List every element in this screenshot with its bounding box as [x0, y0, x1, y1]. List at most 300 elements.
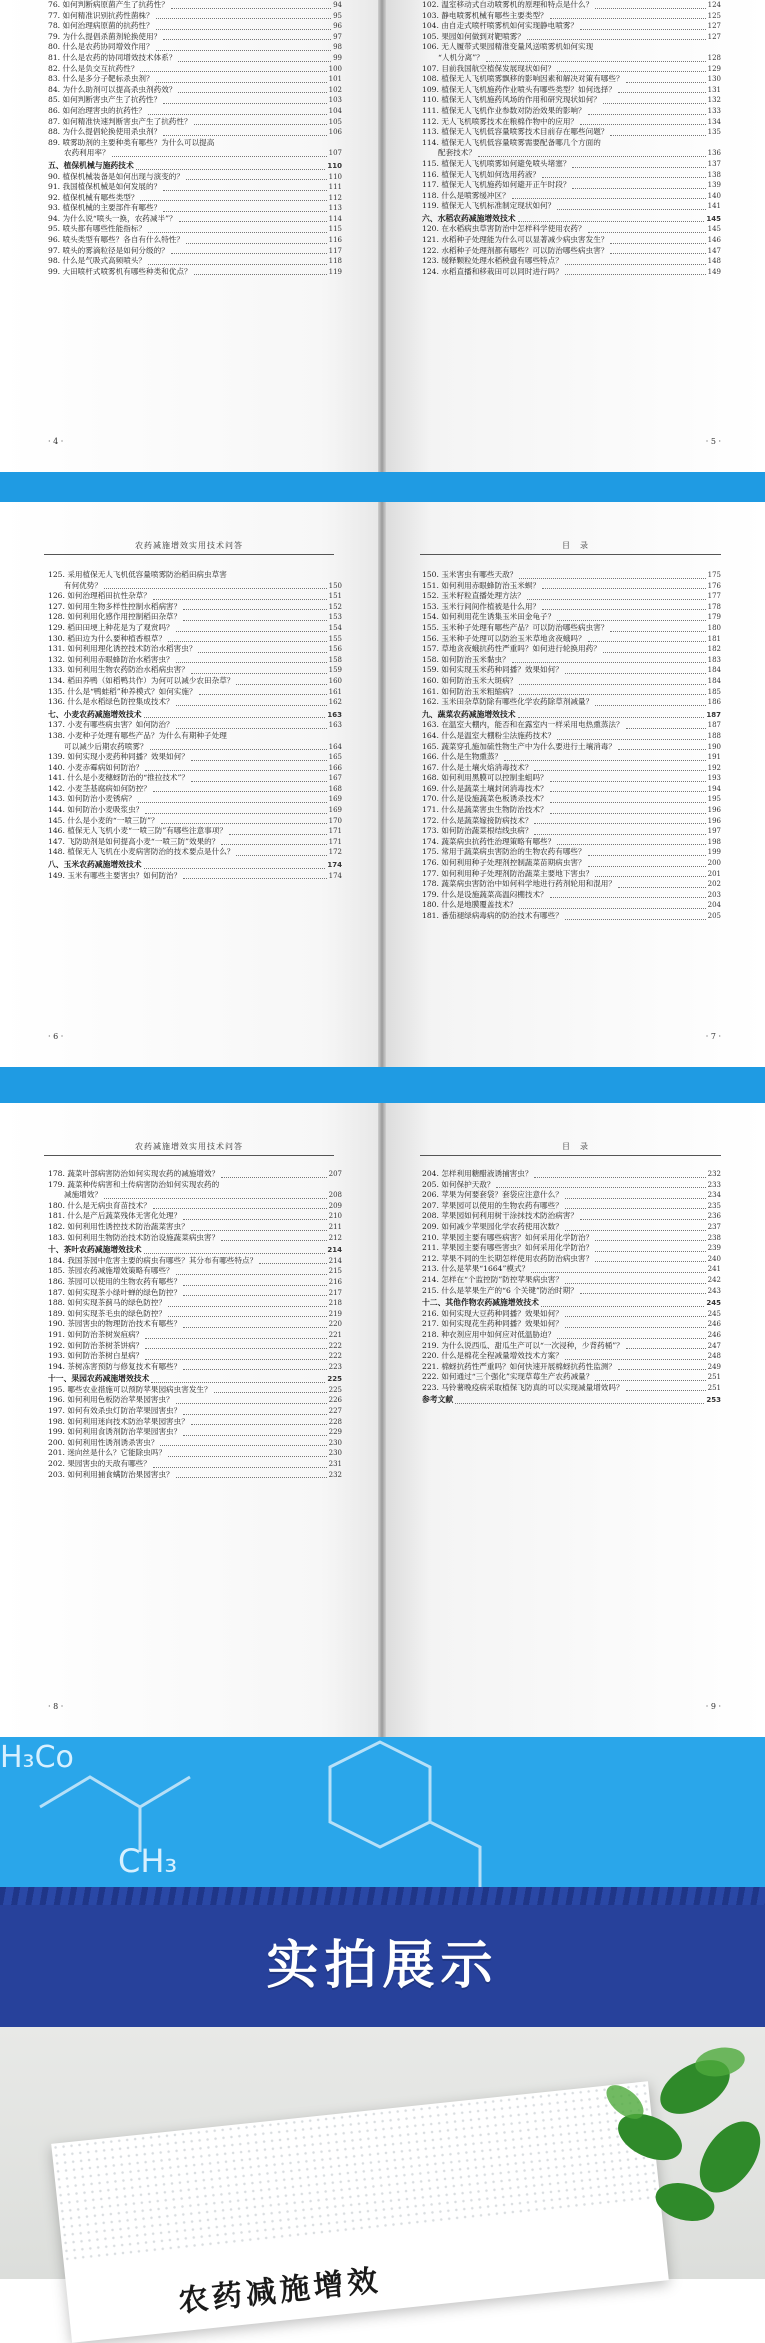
left-page — [0, 1103, 378, 1737]
toc-page-number: 136 — [707, 149, 721, 158]
toc-entry — [48, 1190, 342, 1201]
toc-entry — [422, 1233, 721, 1244]
toc-entry-title: 77. 如何精准识别抗药性菌株？ — [48, 10, 154, 20]
toc-entry-title: 118. 什么是喷雾缓冲区？ — [422, 190, 510, 200]
toc-entry-title: 173. 如何防治蔬菜根结线虫病？ — [422, 826, 533, 836]
toc-entry — [422, 773, 721, 784]
running-head: 目 录 — [562, 541, 589, 550]
leader-dots — [603, 103, 706, 104]
toc-entry-title: 82. 什么是负交互抗药性？ — [48, 63, 139, 73]
toc-entry — [422, 731, 721, 742]
toc-entry-title: 88. 为什么提倡轮换使用杀虫剂？ — [48, 127, 162, 137]
toc-entry-title: 123. 缓释颗粒处理水稻秧盘有哪些特点？ — [422, 256, 563, 266]
left-page — [0, 0, 378, 472]
toc-entry-title: 八、玉米农药减施增效技术 — [48, 860, 142, 870]
toc-entry — [48, 203, 342, 214]
leader-dots — [550, 781, 706, 782]
toc-entry-title: 106. 无人履带式果园精准变量风送喷雾机如何实现 — [422, 42, 594, 52]
leader-dots — [626, 82, 706, 83]
toc-page-number: 200 — [707, 859, 721, 868]
toc-page-number: 187 — [707, 721, 721, 730]
leader-dots — [565, 1208, 706, 1209]
toc-section-heading — [48, 1245, 342, 1256]
toc-entry-title: 参考文献 — [422, 1395, 454, 1405]
toc-entry-title: 207. 苹果园可以使用的生物农药有哪些？ — [422, 1200, 563, 1210]
leader-dots — [163, 39, 331, 40]
toc-entry-title: 153. 玉米行间间作植被是什么用？ — [422, 601, 541, 611]
leader-dots — [557, 1338, 705, 1339]
toc-entry — [48, 1319, 342, 1330]
toc-entry — [422, 570, 721, 581]
toc-page-number: 222 — [328, 1352, 342, 1361]
toc-page-number: 165 — [328, 753, 342, 762]
toc-section-heading — [422, 214, 721, 225]
toc-page-number: 128 — [707, 53, 721, 62]
toc-page-number: 135 — [707, 128, 721, 137]
toc-page-number: 216 — [328, 1277, 342, 1286]
toc-list — [48, 570, 342, 881]
leader-dots — [221, 844, 326, 845]
toc-entry-title: 99. 大田喷杆式喷雾机有哪些种类和优点？ — [48, 266, 192, 276]
leader-dots — [236, 684, 326, 685]
toc-entry — [48, 148, 342, 159]
toc-page-number: 228 — [328, 1417, 342, 1426]
leader-dots — [572, 167, 705, 168]
toc-page-number: 111 — [328, 183, 342, 192]
toc-page-number: 207 — [328, 1170, 342, 1178]
toc-page-number: 248 — [707, 1352, 721, 1361]
running-head: 农药减施增效实用技术问答 — [135, 541, 243, 550]
toc-entry-title: 183. 如何利用生物防治技术防治设施蔬菜病虫害？ — [48, 1232, 220, 1242]
toc-entry — [422, 256, 721, 267]
toc-entry — [48, 1385, 342, 1396]
toc-page-number: 240 — [707, 1254, 721, 1263]
toc-entry — [48, 193, 342, 204]
leader-dots — [214, 1392, 327, 1393]
toc-page-number: 249 — [707, 1362, 721, 1371]
leader-dots — [183, 609, 326, 610]
toc-entry — [48, 42, 342, 53]
toc-entry — [422, 869, 721, 880]
toc-entry — [48, 64, 342, 75]
toc-entry-title: 115. 植保无人飞机喷雾如何避免喷头堵塞？ — [422, 158, 571, 168]
toc-page-number: 190 — [707, 742, 721, 751]
toc-page-number: 230 — [328, 1438, 342, 1447]
toc-entry — [422, 847, 721, 858]
toc-page-number: 171 — [328, 827, 342, 836]
toc-entry — [422, 837, 721, 848]
toc-entry-title: 150. 玉米害虫有哪些天敌？ — [422, 570, 518, 579]
toc-entry-title: 217. 如何实现花生药种同播？效果如何？ — [422, 1319, 563, 1329]
toc-page-number: 153 — [328, 613, 342, 622]
toc-page-number: 187 — [706, 710, 721, 719]
toc-entry-title: 110. 植保无人飞机施药风场的作用和研究现状如何？ — [422, 95, 601, 105]
toc-page-number: 245 — [707, 1309, 721, 1318]
toc-page-number: 196 — [707, 806, 721, 815]
toc-page-number: 160 — [328, 676, 342, 685]
leader-dots — [550, 791, 706, 792]
toc-entry — [422, 1201, 721, 1212]
toc-page-number: 221 — [328, 1330, 342, 1339]
toc-entry-title: 89. 喷雾助剂的主要种类有哪些？为什么可以提高 — [48, 137, 215, 147]
leader-dots — [148, 114, 327, 115]
leader-dots — [176, 631, 327, 632]
toc-entry-title: 155. 玉米种子处理有哪些产品？可以防治哪些病虫害？ — [422, 622, 609, 632]
toc-entry-title: 166. 什么是生物熏蒸？ — [422, 752, 503, 762]
toc-entry-title: 92. 植保机械有哪些类型？ — [48, 192, 139, 202]
toc-entry-title: 189. 如何实现茶毛虫的绿色防控？ — [48, 1308, 167, 1318]
toc-page-number: 124 — [707, 1, 721, 9]
header-rule — [420, 1155, 721, 1156]
right-page — [386, 1103, 765, 1737]
toc-entry-title: 87. 如何精准快速判断害虫产生了抗药性？ — [48, 116, 192, 126]
toc-entry-title: 163. 在温室大棚内，能否和在露室内一样采用电热熏蒸法？ — [422, 720, 624, 730]
leader-dots — [168, 1456, 327, 1457]
toc-entry-title: 九、蔬菜农药减施增效技术 — [422, 709, 516, 719]
leader-dots — [168, 1316, 327, 1317]
toc-entry — [48, 95, 342, 106]
toc-page-number: 241 — [707, 1265, 721, 1274]
toc-entry — [48, 21, 342, 32]
toc-entry-title: 103. 静电喷雾机械有哪些主要类型？ — [422, 10, 548, 20]
toc-entry — [422, 1211, 721, 1222]
toc-entry-title: 213. 什么是苹果“1664”模式？ — [422, 1264, 530, 1274]
toc-page-number: 150 — [328, 581, 342, 590]
toc-entry-title: 161. 如何防治玉米粗缩病？ — [422, 686, 518, 696]
toc-entry — [48, 784, 342, 795]
toc-entry-title: 222. 如何通过“三个强化”实现草莓生产农药减量？ — [422, 1372, 594, 1382]
toc-page-number: 251 — [707, 1373, 721, 1382]
toc-entry — [48, 612, 342, 623]
toc-page-number: 232 — [328, 1470, 342, 1479]
toc-entry-title: 156. 玉米种子处理可以防治玉米草地贪夜蛾吗？ — [422, 633, 586, 643]
toc-entry — [48, 731, 342, 742]
toc-entry-title: 178. 蔬菜叶部病害防治如何实现农药的减施增效？ — [48, 1169, 220, 1178]
toc-entry-title: 128. 如何利用化感作用控制稻田杂草？ — [48, 612, 182, 622]
leader-dots — [572, 188, 705, 189]
leader-dots — [153, 1467, 327, 1468]
toc-entry-title: 112. 无人飞机喷雾技术在粮棉作物中的应用？ — [422, 116, 579, 126]
toc-entry — [48, 1201, 342, 1212]
toc-page-number: 156 — [328, 645, 342, 654]
toc-entry — [422, 687, 721, 698]
toc-entry-title: 五、植保机械与施药技术 — [48, 160, 134, 170]
leader-dots — [512, 662, 706, 663]
leader-dots — [565, 919, 706, 920]
leader-dots — [191, 1230, 327, 1231]
leader-dots — [153, 599, 327, 600]
chemistry-graphic-band — [0, 1737, 765, 1887]
book-spread-1 — [0, 0, 765, 472]
toc-entry — [48, 127, 342, 138]
product-photo — [0, 2027, 765, 2320]
toc-entry-title: 210. 苹果园主要有哪些病害？如何采用化学防治？ — [422, 1232, 594, 1242]
toc-page-number: 140 — [707, 191, 721, 200]
toc-entry — [48, 235, 342, 246]
toc-entry-title: 177. 如何利用种子处理剂防治蔬菜主要地下害虫？ — [422, 868, 594, 878]
toc-entry — [422, 858, 721, 869]
toc-entry-title: 145. 什么是小麦的“一喷三防”？ — [48, 815, 159, 825]
leader-dots — [183, 1327, 326, 1328]
toc-entry — [48, 11, 342, 22]
leader-dots — [160, 1445, 326, 1446]
toc-entry — [422, 1351, 721, 1362]
toc-page-number: 243 — [707, 1286, 721, 1295]
toc-page-number: 235 — [707, 1201, 721, 1210]
leader-dots — [140, 200, 326, 201]
toc-entry-title: 144. 如何防治小麦吸浆虫？ — [48, 805, 144, 815]
toc-entry — [48, 720, 342, 731]
toc-entry-title: 162. 玉米田杂草防除有哪些化学农药除草剂减量？ — [422, 697, 594, 707]
toc-entry — [422, 581, 721, 592]
toc-page-number: 158 — [328, 655, 342, 664]
leader-dots — [104, 588, 327, 589]
toc-entry — [48, 1330, 342, 1341]
toc-page-number: 214 — [328, 1256, 342, 1265]
toc-entry — [422, 11, 721, 22]
leader-dots — [153, 1208, 327, 1209]
leader-dots — [186, 179, 327, 180]
toc-entry-title: 192. 如何防治茶树茶饼病？ — [48, 1340, 144, 1350]
toc-page-number: 103 — [328, 96, 342, 105]
toc-page-number: 180 — [707, 623, 721, 632]
leader-dots — [557, 71, 705, 72]
leader-dots — [176, 728, 327, 729]
toc-entry-title: 143. 如何防治小麦锈病？ — [48, 794, 136, 804]
toc-entry — [48, 773, 342, 784]
toc-entry — [422, 879, 721, 890]
toc-entry-title: 140. 小麦赤霉病如何防治？ — [48, 762, 144, 772]
leader-dots — [519, 908, 705, 909]
toc-entry — [422, 784, 721, 795]
leader-dots — [610, 253, 705, 254]
leader-dots — [144, 868, 326, 869]
toc-entry-title: 83. 什么是多分子靶标杀虫剂？ — [48, 74, 154, 84]
leader-dots — [104, 1198, 327, 1199]
left-page — [0, 502, 378, 1067]
toc-entry-title: 86. 如何治理害虫的抗药性？ — [48, 105, 147, 115]
toc-entry — [48, 1180, 342, 1191]
toc-section-heading — [422, 1298, 721, 1309]
leader-dots — [595, 1261, 705, 1262]
leader-dots — [588, 855, 706, 856]
leader-dots — [534, 834, 705, 835]
toc-entry — [48, 1309, 342, 1320]
book-cover-title: 农药减施增效 — [176, 2263, 384, 2320]
leader-dots — [455, 1403, 704, 1404]
toc-entry-title: 176. 如何利用种子处理剂控制蔬菜苗期病虫害？ — [422, 858, 586, 868]
toc-entry-title: 81. 什么是农药的协同增效技术体系？ — [48, 52, 177, 62]
toc-page-number: 181 — [707, 634, 721, 643]
toc-entry — [48, 1256, 342, 1267]
toc-entry-title: 137. 小麦有哪些病虫害？如何防治？ — [48, 720, 174, 730]
toc-page-number: 170 — [328, 816, 342, 825]
toc-entry — [422, 138, 721, 149]
leader-dots — [156, 50, 331, 51]
toc-entry — [48, 847, 342, 858]
separator-band — [0, 1067, 765, 1103]
toc-entry — [48, 256, 342, 267]
leader-dots — [534, 770, 705, 771]
toc-page-number: 191 — [707, 753, 721, 762]
leader-dots — [179, 221, 327, 222]
leader-dots — [610, 243, 705, 244]
toc-page-number: 192 — [707, 763, 721, 772]
toc-entry — [48, 1222, 342, 1233]
toc-list — [48, 0, 342, 277]
leader-dots — [550, 897, 706, 898]
toc-page-number: 247 — [707, 1341, 721, 1350]
toc-page-number: 167 — [328, 774, 342, 783]
book-gutter — [378, 0, 386, 472]
leader-dots — [588, 641, 706, 642]
toc-entry — [422, 644, 721, 655]
leader-dots — [176, 1403, 327, 1404]
toc-entry — [422, 95, 721, 106]
toc-section-heading — [422, 1395, 721, 1406]
toc-entry — [48, 74, 342, 85]
leader-dots — [603, 652, 706, 653]
toc-entry-title: 181. 什么是产后蔬菜残体无害化处理？ — [48, 1211, 182, 1221]
leader-dots — [191, 760, 327, 761]
toc-entry-title: 204. 怎样利用糖醋液诱捕害虫？ — [422, 1169, 533, 1178]
toc-entry — [422, 32, 721, 43]
toc-entry — [48, 117, 342, 128]
toc-entry — [422, 623, 721, 634]
leader-dots — [163, 211, 326, 212]
toc-page-number: 148 — [707, 257, 721, 266]
toc-page-number: 204 — [707, 901, 721, 910]
toc-page-number: 163 — [328, 721, 342, 730]
leader-dots — [171, 8, 331, 9]
leader-dots — [534, 1177, 705, 1178]
toc-entry — [422, 235, 721, 246]
separator-band — [0, 472, 765, 502]
toc-entry — [422, 1341, 721, 1352]
header-rule — [44, 554, 334, 555]
toc-entry-title: 114. 植保无人飞机低容量喷雾需要配备哪几个方面的 — [422, 137, 601, 147]
toc-entry — [48, 837, 342, 848]
leader-dots — [595, 1251, 705, 1252]
toc-page-number: 205 — [707, 912, 721, 920]
toc-entry — [422, 1383, 721, 1394]
toc-entry — [48, 1362, 342, 1373]
leader-dots — [565, 1316, 706, 1317]
toc-entry-title: 220. 什么是棉花全程减量增效技术方案？ — [422, 1351, 563, 1361]
toc-entry — [422, 0, 721, 11]
toc-entry — [48, 106, 342, 117]
leader-dots — [580, 1293, 706, 1294]
toc-entry-title: 197. 如何有效杀虫灯防治苹果园害虫？ — [48, 1406, 182, 1416]
toc-entry-title: 139. 如何实现小麦药种同播？效果如何？ — [48, 752, 189, 762]
toc-entry-title: 102. 温室移动式自动喷雾机的原理和特点是什么？ — [422, 0, 594, 9]
toc-entry-title: 181. 番茄褪绿病毒病的防治技术有哪些？ — [422, 911, 563, 920]
chem-label-ch3: CH₃ — [118, 1842, 178, 1880]
toc-entry-title: 农药利用率？ — [64, 148, 110, 158]
toc-entry — [422, 106, 721, 117]
toc-list — [422, 1169, 721, 1406]
toc-entry-title: 122. 水稻种子处理剂都有哪些？可以防治哪些病虫害？ — [422, 245, 609, 255]
toc-entry — [48, 172, 342, 183]
toc-entry-title: 124. 水稻直播和移栽田可以同时进行吗？ — [422, 266, 563, 276]
toc-page-number: 194 — [707, 784, 721, 793]
leader-dots — [176, 662, 327, 663]
toc-entry-title: 200. 如何利用性诱剂诱杀害虫？ — [48, 1437, 159, 1447]
toc-entry-title: 158. 如何防治玉米黏虫？ — [422, 654, 510, 664]
toc-entry-title: 120. 在水稻病虫草害防治中怎样科学使用农药？ — [422, 224, 586, 234]
leader-dots — [168, 641, 327, 642]
leader-dots — [183, 1285, 326, 1286]
toc-entry-title: 218. 种衣剂应用中如何应对低温胁迫？ — [422, 1329, 556, 1339]
toc-page-number: 179 — [707, 613, 721, 622]
toc-page-number: 166 — [328, 763, 342, 772]
toc-page-number: 185 — [707, 687, 721, 696]
toc-entry-title: 可以减少后期农药喷雾？ — [64, 741, 148, 751]
toc-entry-title: 215. 什么是苹果生产的“6 个关键”防治时期？ — [422, 1285, 578, 1295]
toc-page-number: 102 — [328, 85, 342, 94]
toc-page-number: 223 — [328, 1362, 342, 1371]
leader-dots — [191, 1424, 327, 1425]
leader-dots — [557, 739, 705, 740]
toc-entry-title: 164. 什么是温室大棚粉尘法施药技术？ — [422, 730, 556, 740]
toc-entry — [422, 191, 721, 202]
toc-entry — [422, 826, 721, 837]
toc-entry — [48, 1406, 342, 1417]
toc-entry — [422, 1319, 721, 1330]
toc-page-number: 104 — [328, 106, 342, 115]
leader-dots — [527, 39, 706, 40]
leader-dots — [138, 802, 327, 803]
leader-dots — [618, 887, 706, 888]
toc-entry — [48, 267, 342, 278]
toc-entry-title: 195. 哪些农业措施可以预防苹果园病虫害发生？ — [48, 1384, 212, 1394]
toc-entry — [422, 1330, 721, 1341]
toc-entry — [48, 1351, 342, 1362]
leader-dots — [191, 673, 327, 674]
toc-entry — [422, 180, 721, 191]
toc-entry-title: 91. 我国植保机械是如何发展的？ — [48, 182, 162, 192]
toc-entry-title: 78. 如何治理病原菌的抗药性？ — [48, 21, 154, 31]
toc-page-number: 146 — [707, 236, 721, 245]
toc-entry — [422, 1275, 721, 1286]
toc-entry-title: 165. 蔬菜穿孔施加硫性物生产中为什么要进行土壤消毒？ — [422, 741, 616, 751]
toc-entry-title: 169. 什么是蔬菜土壤封闭消毒技术？ — [422, 783, 548, 793]
toc-page-number: 131 — [707, 85, 721, 94]
toc-entry-title: 152. 玉米籽粒直播处理方法？ — [422, 591, 525, 601]
toc-entry-title: 188. 如何实现茶蓟马的绿色防控？ — [48, 1298, 167, 1308]
leader-dots — [550, 813, 706, 814]
toc-page-number: 198 — [707, 837, 721, 846]
leader-dots — [140, 71, 326, 72]
toc-entry-title: 199. 如何利用食诱剂防治苹果园害虫？ — [48, 1427, 182, 1437]
toc-entry-title: 175. 常用于蔬菜病虫害防治的生物农药有哪些？ — [422, 847, 586, 857]
toc-entry — [48, 763, 342, 774]
leader-dots — [565, 673, 706, 674]
toc-page-number: 229 — [328, 1428, 342, 1437]
leader-dots — [518, 221, 705, 222]
leader-dots — [486, 61, 706, 62]
toc-page-number: 196 — [707, 816, 721, 825]
toc-entry-title: 212. 苹果不同的生长期怎样使用农药防治病虫害？ — [422, 1253, 594, 1263]
toc-page-number: 105 — [328, 117, 342, 126]
leader-dots — [496, 1187, 705, 1188]
toc-entry-title: 配套技术？ — [438, 148, 476, 158]
leader-dots — [163, 103, 326, 104]
toc-entry-title: 125. 采用植保无人飞机低容量喷雾防治稻田病虫草害 — [48, 570, 227, 579]
toc-page-number: 233 — [707, 1180, 721, 1189]
toc-page-number: 114 — [328, 214, 342, 223]
toc-entry — [422, 742, 721, 753]
